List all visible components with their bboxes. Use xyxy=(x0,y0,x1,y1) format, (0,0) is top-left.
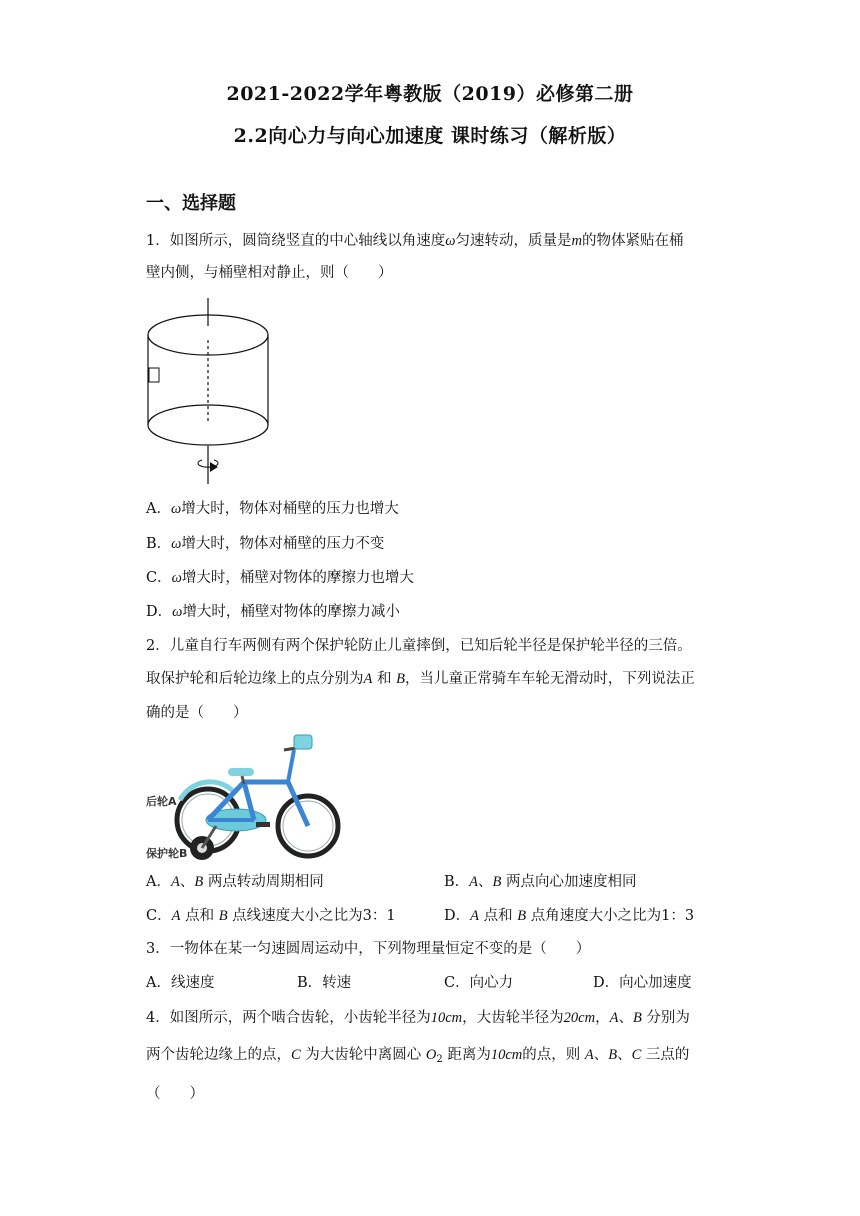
label-rear-wheel: 后轮A xyxy=(146,795,177,808)
omega-symbol: ω xyxy=(445,233,456,249)
label-guard-wheel: 保护轮B xyxy=(146,847,188,860)
cylinder-figure xyxy=(146,296,274,488)
q2-option-c: C．A 点和 B 点线速度大小之比为3：1 xyxy=(146,908,396,924)
q4-stem-line1: 4．如图所示，两个啮合齿轮，小齿轮半径为10cm，大齿轮半径为20cm，A、B 分别为 xyxy=(146,1010,690,1026)
q2-stem-line1: 2．儿童自行车两侧有两个保护轮防止儿童摔倒，已知后轮半径是保护轮半径的三倍。 xyxy=(146,638,692,654)
q2-option-a: A．A、B 两点转动周期相同 xyxy=(146,874,324,890)
q2-stem-line2: 取保护轮和后轮边缘上的点分别为A 和 B，当儿童正常骑车车轮无滑动时，下列说法正 xyxy=(146,671,695,687)
q1-option-d: D．ω增大时，桶壁对物体的摩擦力减小 xyxy=(146,604,400,620)
q1-option-c: C．ω增大时，桶壁对物体的摩擦力也增大 xyxy=(146,570,414,586)
q4-stem-line3: （ ） xyxy=(146,1086,204,1102)
q3-option-c: C．向心力 xyxy=(444,975,514,991)
q2-option-b: B．A、B 两点向心加速度相同 xyxy=(444,874,637,890)
q3-option-b: B．转速 xyxy=(297,975,352,991)
q3-stem: 3．一物体在某一匀速圆周运动中，下列物理量恒定不变的是（ ） xyxy=(146,941,591,957)
q2-stem-line3: 确的是（ ） xyxy=(146,705,248,721)
q3-option-a: A．线速度 xyxy=(146,975,215,991)
section-heading: 一、选择题 xyxy=(146,193,236,214)
q2-option-d: D．A 点和 B 点角速度大小之比为1：3 xyxy=(444,908,695,924)
document-subtitle: 2.2向心力与向心加速度 课时练习（解析版） xyxy=(233,125,627,147)
q1-stem-line1: 1．如图所示，圆筒绕竖直的中心轴线以角速度ω匀速转动，质量是m的物体紧贴在桶 xyxy=(146,233,684,249)
q1-option-a: A．ω增大时，物体对桶壁的压力也增大 xyxy=(146,501,399,517)
q4-stem-line2: 两个齿轮边缘上的点，C 为大齿轮中离圆心 $O_2$ 距离为10cm的点，则 A、B、C 三点的 xyxy=(146,1047,690,1065)
q1-option-b: B．ω增大时，物体对桶壁的压力不变 xyxy=(146,536,385,552)
q3-option-d: D．向心加速度 xyxy=(593,975,692,991)
document-title: 2021-2022学年粤教版（2019）必修第二册 xyxy=(226,83,634,105)
q1-stem-line2: 壁内侧，与桶壁相对静止，则（ ） xyxy=(146,265,393,281)
